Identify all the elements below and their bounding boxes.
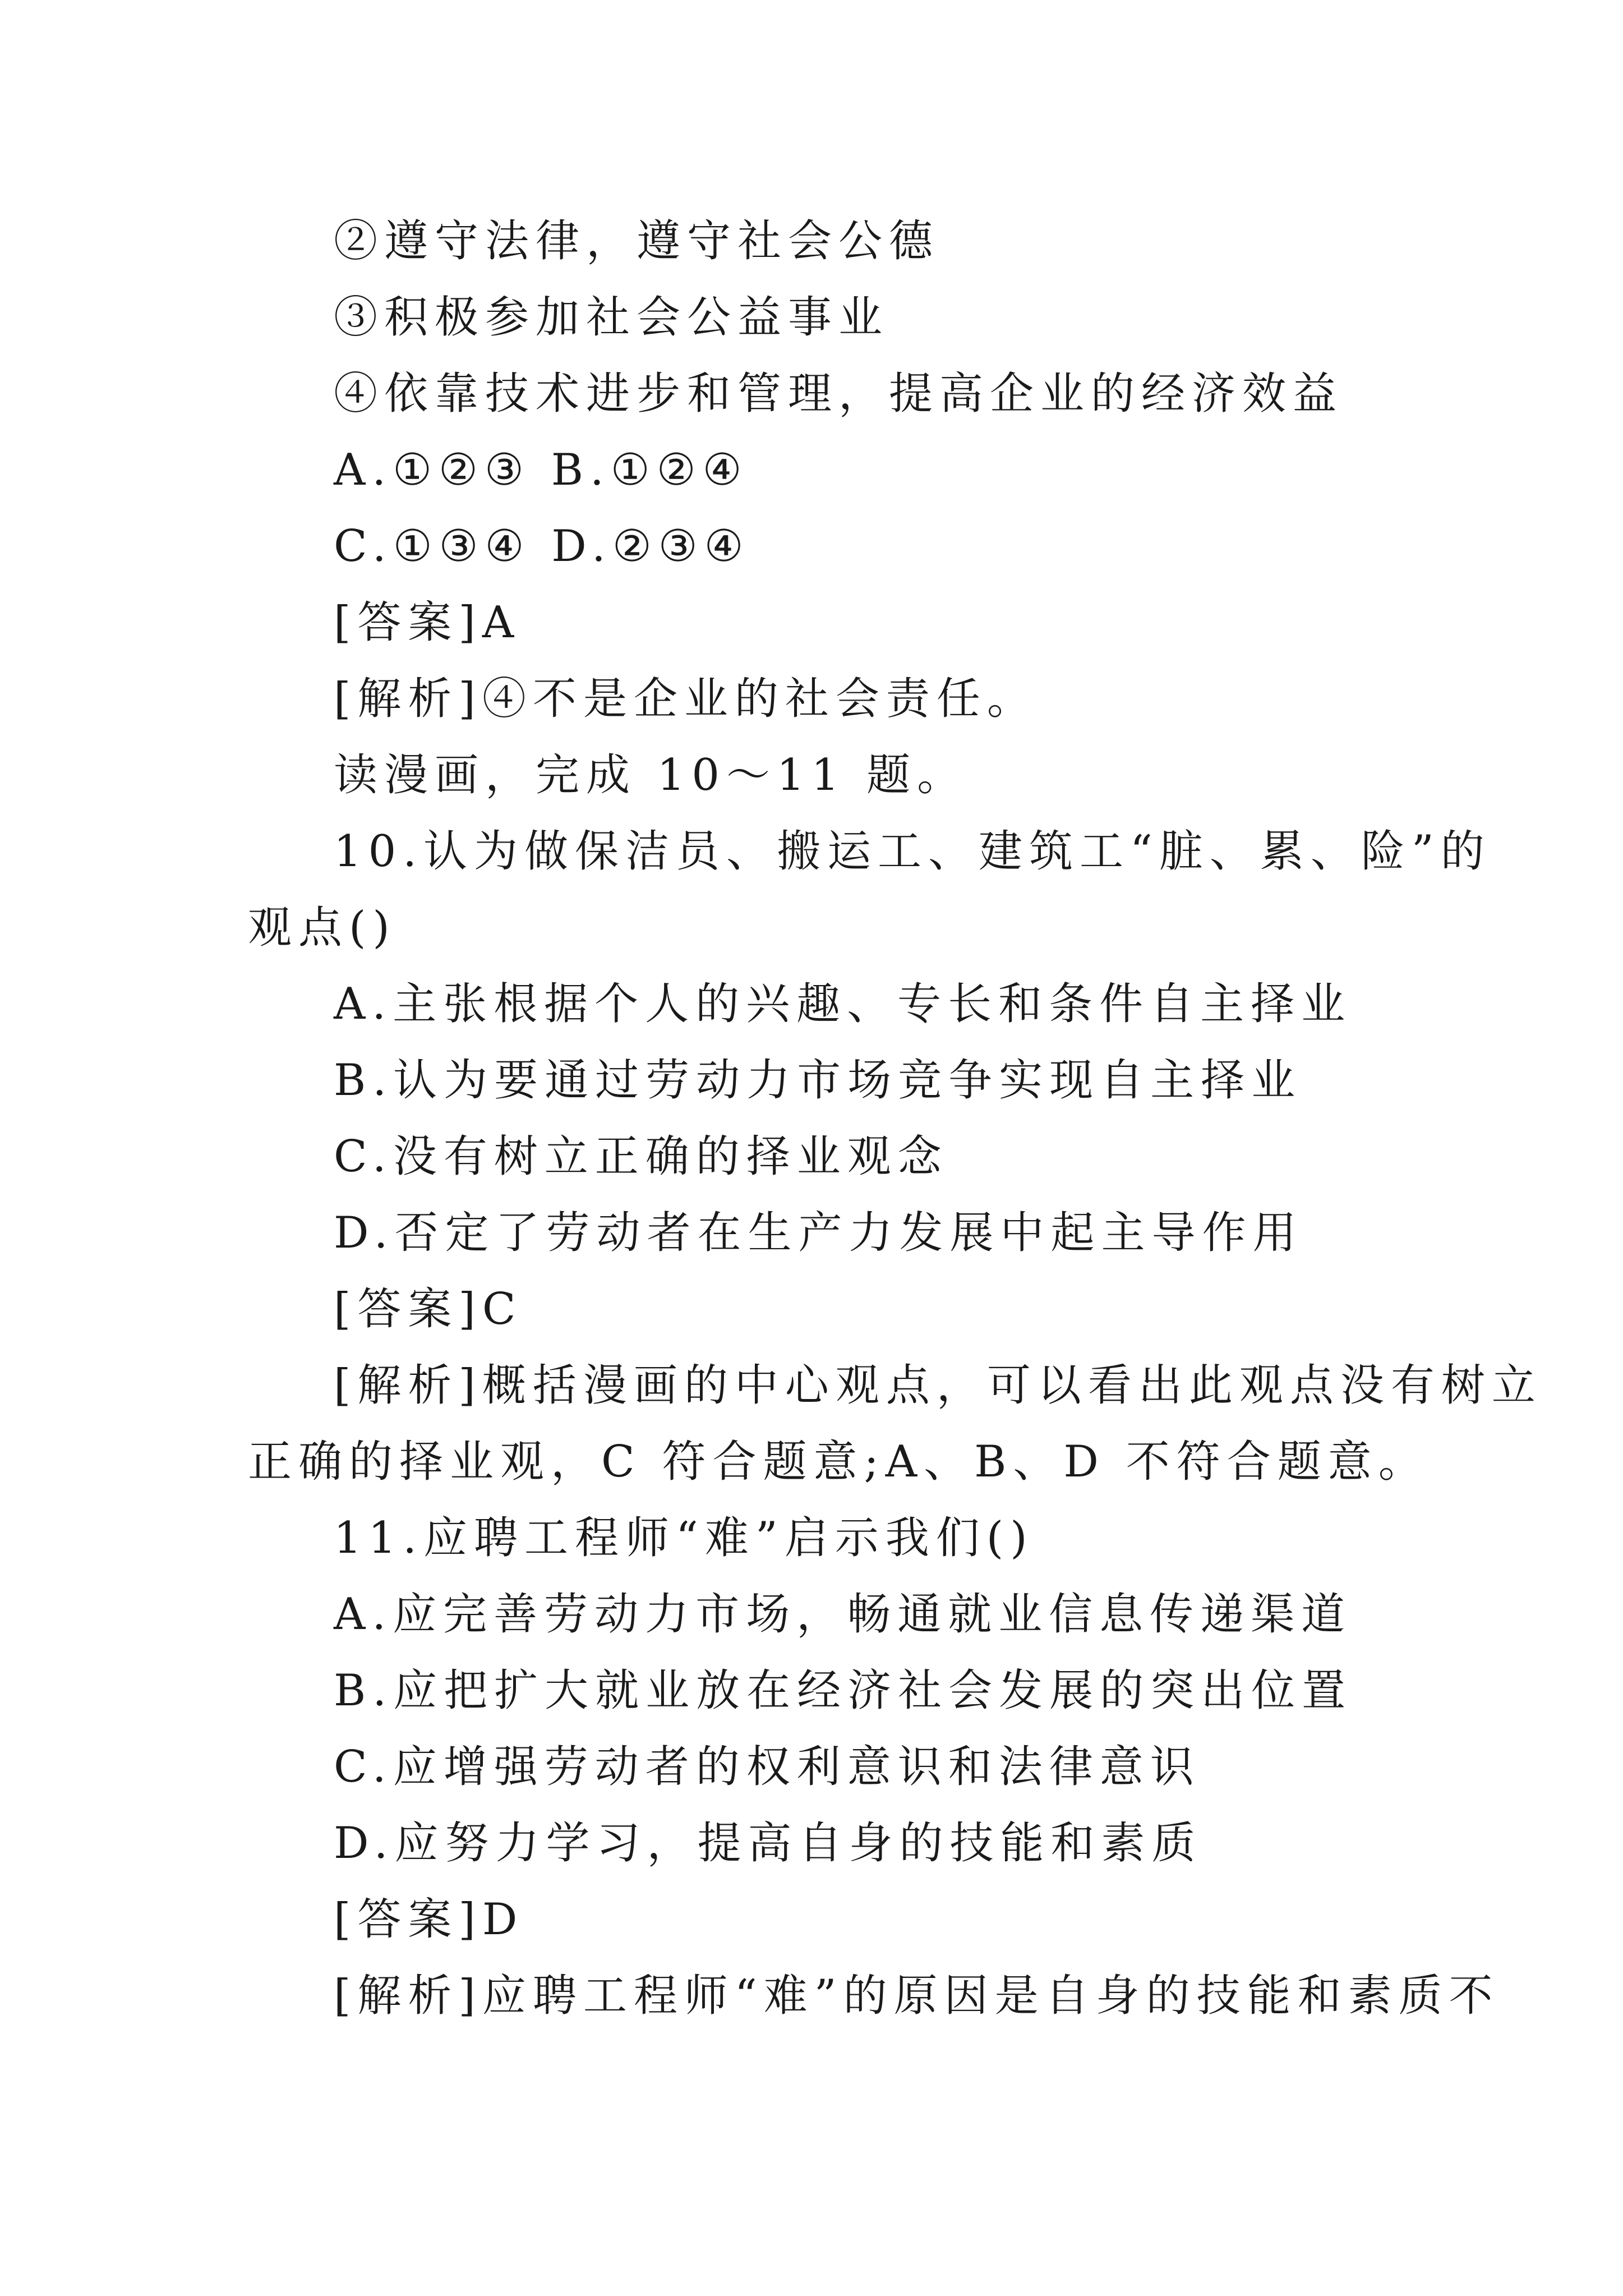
option-item-4: ④依靠技术进步和管理，提高企业的经济效益 <box>334 369 1344 419</box>
analysis-10-line-1: [解析]概括漫画的中心观点，可以看出此观点没有树立 <box>334 1360 1542 1411</box>
question-10-option-b: B.认为要通过劳动力市场竞争实现自主择业 <box>334 1055 1302 1106</box>
question-10-option-a: A.主张根据个人的兴趣、专长和条件自主择业 <box>334 979 1352 1029</box>
answer-10: [答案]C <box>334 1284 523 1335</box>
question-11-option-a: A.应完善劳动力市场，畅通就业信息传递渠道 <box>334 1589 1352 1640</box>
analysis-10-line-2: 正确的择业观，C 符合题意;A、B、D 不符合题意。 <box>248 1437 1429 1487</box>
choice-row-ab: A.①②③ B.①②④ <box>334 445 749 495</box>
question-10-line-1: 10.认为做保洁员、搬运工、建筑工“脏、累、险”的 <box>334 826 1491 877</box>
question-10-option-c: C.没有树立正确的择业观念 <box>334 1131 948 1182</box>
option-item-3: ③积极参加社会公益事业 <box>334 292 889 343</box>
option-item-2: ②遵守法律，遵守社会公德 <box>334 216 940 266</box>
question-11-option-d: D.应努力学习，提高自身的技能和素质 <box>334 1818 1202 1869</box>
question-11-option-b: B.应把扩大就业放在经济社会发展的突出位置 <box>334 1665 1353 1716</box>
question-10-option-d: D.否定了劳动者在生产力发展中起主导作用 <box>334 1208 1303 1258</box>
analysis-11-line-1: [解析]应聘工程师“难”的原因是自身的技能和素质不 <box>334 1971 1500 2021</box>
answer-9: [答案]A <box>334 597 521 648</box>
question-11: 11.应聘工程师“难”启示我们() <box>334 1513 1034 1563</box>
question-10-line-2: 观点() <box>248 903 396 953</box>
question-11-option-c: C.应增强劳动者的权利意识和法律意识 <box>334 1742 1201 1792</box>
comic-instruction: 读漫画，完成 10～11 题。 <box>334 750 968 800</box>
answer-11: [答案]D <box>334 1894 524 1945</box>
analysis-9: [解析]④不是企业的社会责任。 <box>334 674 1038 724</box>
choice-row-cd: C.①③④ D.②③④ <box>334 521 750 572</box>
